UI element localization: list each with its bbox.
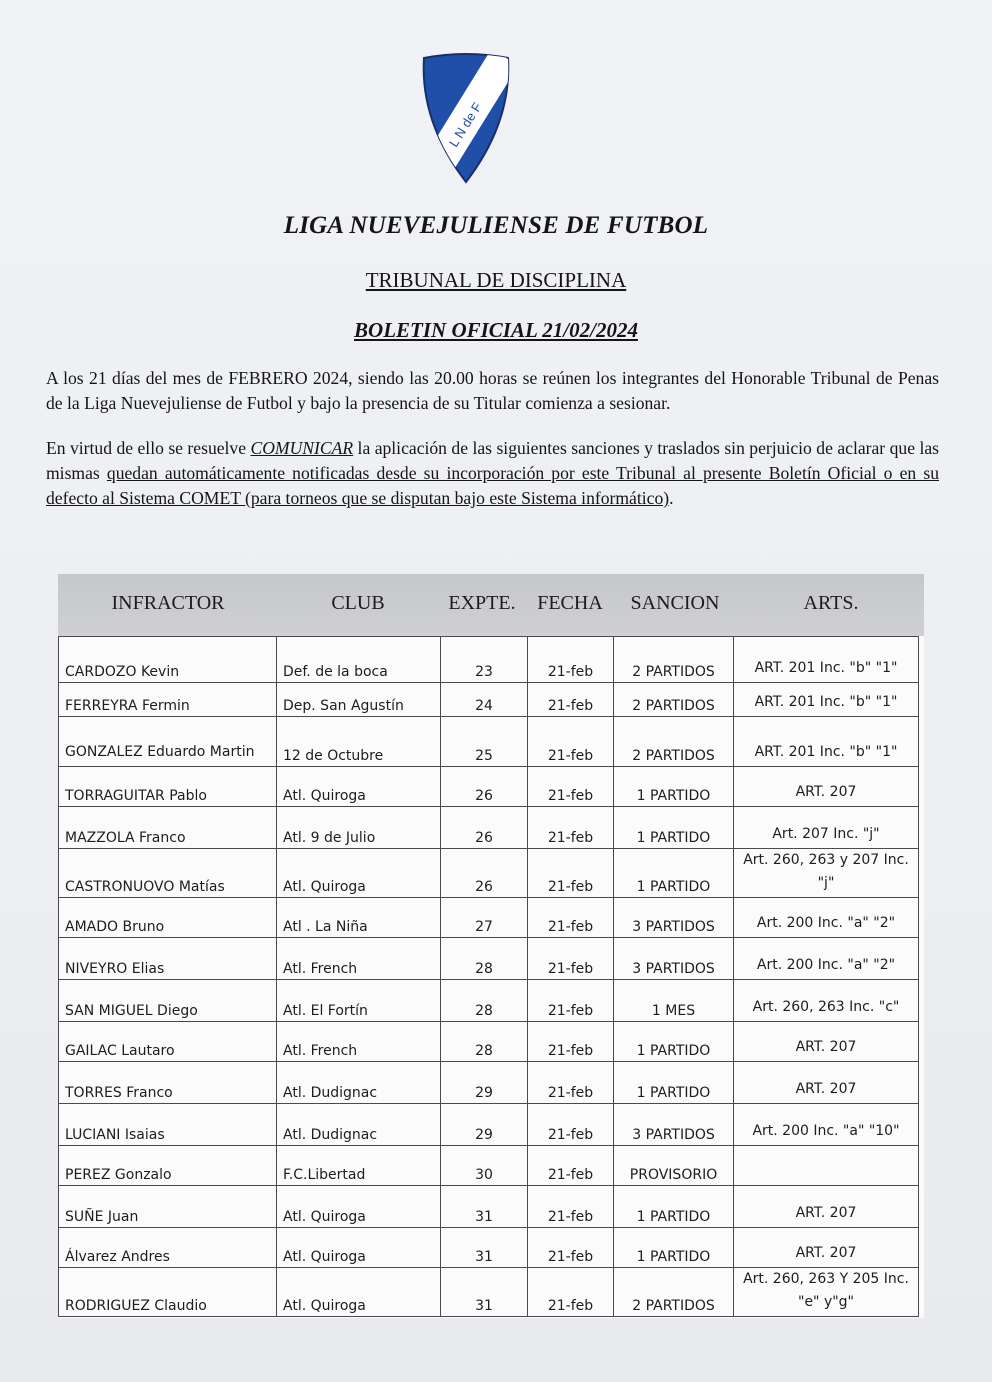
cell-fecha: 21-feb <box>528 767 614 807</box>
logo-monogram: L N de F <box>445 99 485 150</box>
intro-paragraph: A los 21 días del mes de FEBRERO 2024, siendo las 20.00 horas se reúnen los integrantes del Honorable Tribunal de Penas de la Liga Nuevejuliense de Futbol y bajo la presencia de su Titular comienza a sesionar. <box>46 368 939 413</box>
cell-fecha: 21-feb <box>528 849 614 898</box>
cell-infractor: GAILAC Lautaro <box>59 1022 277 1062</box>
table-row <box>59 1186 919 1228</box>
table-row <box>59 717 919 767</box>
cell-club: Atl. French <box>277 938 441 980</box>
cell-fecha: 21-feb <box>528 637 614 683</box>
cell-infractor: SAN MIGUEL Diego <box>59 980 277 1022</box>
cell-sancion: 1 PARTIDO <box>614 767 734 807</box>
cell-expte: 26 <box>441 767 528 807</box>
comunicar-word: COMUNICAR <box>250 438 354 458</box>
cell-sancion: 2 PARTIDOS <box>614 1268 734 1317</box>
cell-expte: 25 <box>441 717 528 767</box>
cell-sancion: 1 PARTIDO <box>614 1062 734 1104</box>
cell-sancion: 1 PARTIDO <box>614 807 734 849</box>
cell-expte: 26 <box>441 807 528 849</box>
table-row <box>59 1104 919 1146</box>
cell-fecha: 21-feb <box>528 1228 614 1268</box>
table-row <box>59 1146 919 1186</box>
cell-club: Atl. Quiroga <box>277 1268 441 1317</box>
cell-expte: 27 <box>441 898 528 938</box>
cell-club: Atl. Dudignac <box>277 1104 441 1146</box>
cell-fecha: 21-feb <box>528 1104 614 1146</box>
cell-fecha: 21-feb <box>528 1022 614 1062</box>
cell-club: Dep. San Agustín <box>277 683 441 717</box>
cell-infractor: GONZALEZ Eduardo Martin <box>59 717 277 767</box>
cell-club: 12 de Octubre <box>277 717 441 767</box>
cell-fecha: 21-feb <box>528 1186 614 1228</box>
cell-club: Atl . La Niña <box>277 898 441 938</box>
league-shield-logo <box>418 52 514 186</box>
cell-sancion: 3 PARTIDOS <box>614 898 734 938</box>
table-row <box>59 1228 919 1268</box>
cell-sancion: 2 PARTIDOS <box>614 683 734 717</box>
cell-fecha: 21-feb <box>528 807 614 849</box>
cell-arts: ART. 207 <box>734 1062 919 1104</box>
cell-club: Atl. Quiroga <box>277 1228 441 1268</box>
cell-infractor: RODRIGUEZ Claudio <box>59 1268 277 1317</box>
table-row <box>59 849 919 898</box>
cell-expte: 24 <box>441 683 528 717</box>
cell-arts: Art. 260, 263 Inc. "c" <box>734 980 919 1022</box>
table-row <box>59 683 919 717</box>
cell-infractor: TORRAGUITAR Pablo <box>59 767 277 807</box>
cell-sancion: 1 PARTIDO <box>614 1022 734 1062</box>
cell-club: Atl. Quiroga <box>277 767 441 807</box>
cell-expte: 28 <box>441 938 528 980</box>
cell-sancion: 2 PARTIDOS <box>614 637 734 683</box>
cell-club: Atl. Dudignac <box>277 1062 441 1104</box>
cell-arts: ART. 201 Inc. "b" "1" <box>734 637 919 683</box>
header-fecha: FECHA <box>537 592 603 614</box>
cell-club: Def. de la boca <box>277 637 441 683</box>
table-rows <box>59 637 919 1317</box>
cell-infractor: CARDOZO Kevin <box>59 637 277 683</box>
cell-expte: 28 <box>441 1022 528 1062</box>
resolution-text-e: . <box>669 488 674 508</box>
cell-arts: ART. 207 <box>734 1228 919 1268</box>
cell-fecha: 21-feb <box>528 938 614 980</box>
cell-infractor: NIVEYRO Elias <box>59 938 277 980</box>
resolution-paragraph <box>46 436 939 511</box>
cell-infractor: MAZZOLA Franco <box>59 807 277 849</box>
cell-expte: 23 <box>441 637 528 683</box>
cell-club: Atl. El Fortín <box>277 980 441 1022</box>
header-expte: EXPTE. <box>448 592 516 614</box>
header-sancion: SANCION <box>630 592 720 614</box>
cell-expte: 26 <box>441 849 528 898</box>
cell-sancion: 2 PARTIDOS <box>614 717 734 767</box>
cell-fecha: 21-feb <box>528 980 614 1022</box>
cell-expte: 31 <box>441 1268 528 1317</box>
table-row <box>59 1062 919 1104</box>
cell-expte: 31 <box>441 1186 528 1228</box>
cell-infractor: CASTRONUOVO Matías <box>59 849 277 898</box>
cell-sancion: 1 PARTIDO <box>614 1228 734 1268</box>
cell-arts: Art. 260, 263 y 207 Inc. "j" <box>734 849 919 898</box>
cell-sancion: 1 PARTIDO <box>614 1186 734 1228</box>
cell-arts: Art. 200 Inc. "a" "10" <box>734 1104 919 1146</box>
tribunal-subtitle: TRIBUNAL DE DISCIPLINA <box>365 268 627 292</box>
header-arts: ARTS. <box>803 592 859 614</box>
cell-club: Atl. Quiroga <box>277 849 441 898</box>
resolution-text-a: En virtud de ello se resuelve <box>46 438 251 458</box>
cell-arts <box>734 1146 919 1186</box>
cell-fecha: 21-feb <box>528 898 614 938</box>
cell-infractor: AMADO Bruno <box>59 898 277 938</box>
cell-sancion: 1 MES <box>614 980 734 1022</box>
cell-arts: ART. 207 <box>734 1022 919 1062</box>
table-row <box>59 637 919 683</box>
cell-infractor: FERREYRA Fermin <box>59 683 277 717</box>
bulletin-title: BOLETIN OFICIAL 21/02/2024 <box>354 318 638 342</box>
table-row <box>59 938 919 980</box>
cell-arts: Art. 260, 263 Y 205 Inc. "e" y"g" <box>734 1268 919 1317</box>
cell-club: Atl. Quiroga <box>277 1186 441 1228</box>
cell-arts: ART. 207 <box>734 767 919 807</box>
cell-expte: 29 <box>441 1062 528 1104</box>
table-row <box>59 1268 919 1317</box>
table-row <box>59 898 919 938</box>
table-row <box>59 767 919 807</box>
cell-club: Atl. French <box>277 1022 441 1062</box>
cell-arts: Art. 200 Inc. "a" "2" <box>734 938 919 980</box>
table-row <box>59 1022 919 1062</box>
notification-clause: quedan automáticamente notificadas desde su incorporación por este Tribunal al presente Boletín Oficial o en su defecto al Sistema COMET (para torneos que se disputan bajo este Sistema informático) <box>46 463 939 508</box>
cell-fecha: 21-feb <box>528 1146 614 1186</box>
cell-sancion: PROVISORIO <box>614 1146 734 1186</box>
cell-infractor: PEREZ Gonzalo <box>59 1146 277 1186</box>
cell-arts: Art. 200 Inc. "a" "2" <box>734 898 919 938</box>
cell-infractor: SUÑE Juan <box>59 1186 277 1228</box>
cell-infractor: Álvarez Andres <box>59 1228 277 1268</box>
header-club: CLUB <box>331 592 385 614</box>
cell-arts: ART. 201 Inc. "b" "1" <box>734 683 919 717</box>
sanctions-table <box>58 574 924 1318</box>
cell-sancion: 3 PARTIDOS <box>614 1104 734 1146</box>
cell-expte: 28 <box>441 980 528 1022</box>
sanctions-table-body <box>58 636 919 1317</box>
cell-fecha: 21-feb <box>528 717 614 767</box>
table-header <box>58 574 924 636</box>
cell-arts: ART. 207 <box>734 1186 919 1228</box>
cell-sancion: 1 PARTIDO <box>614 849 734 898</box>
cell-club: F.C.Libertad <box>277 1146 441 1186</box>
table-row <box>59 807 919 849</box>
cell-expte: 30 <box>441 1146 528 1186</box>
cell-expte: 29 <box>441 1104 528 1146</box>
cell-infractor: LUCIANI Isaias <box>59 1104 277 1146</box>
cell-fecha: 21-feb <box>528 1268 614 1317</box>
cell-fecha: 21-feb <box>528 683 614 717</box>
cell-arts: ART. 201 Inc. "b" "1" <box>734 717 919 767</box>
cell-club: Atl. 9 de Julio <box>277 807 441 849</box>
table-row <box>59 980 919 1022</box>
header-infractor: INFRACTOR <box>111 592 225 614</box>
league-title: LIGA NUEVEJULIENSE DE FUTBOL <box>283 212 709 239</box>
cell-infractor: TORRES Franco <box>59 1062 277 1104</box>
cell-fecha: 21-feb <box>528 1062 614 1104</box>
cell-arts: Art. 207 Inc. "j" <box>734 807 919 849</box>
resolution-text-c: la aplicación de las siguientes sanciones y traslados sin perjuicio de aclarar que las mismas <box>46 438 939 483</box>
cell-sancion: 3 PARTIDOS <box>614 938 734 980</box>
cell-expte: 31 <box>441 1228 528 1268</box>
